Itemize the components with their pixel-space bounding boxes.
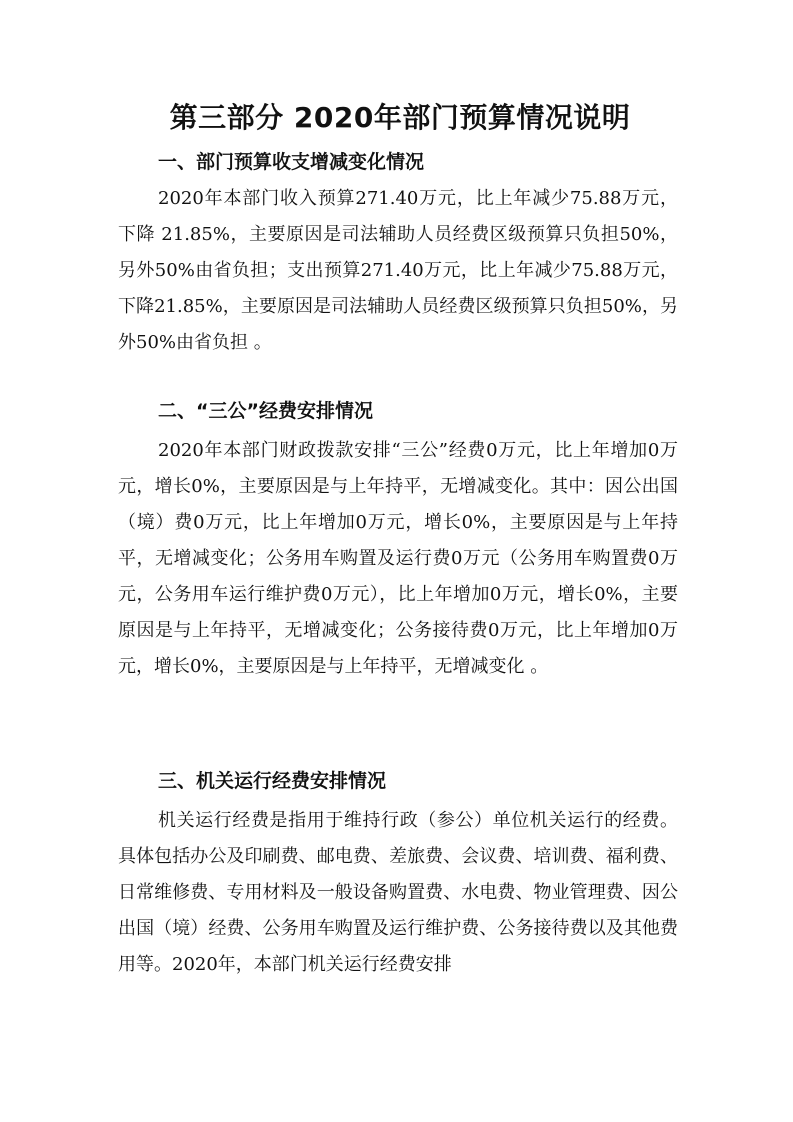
section-heading-1: 一、部门预算收支增减变化情况 bbox=[158, 151, 425, 173]
section-paragraph-2: 2020年本部门财政拨款安排“三公”经费0万元，比上年增加0万元，增长0%，主要原因是与上年持平，无增减变化。其中：因公出国（境）费0万元，比上年增加0万元，增长0%，主要原因是与上年持平，无增减变化；公务用车购置及运行费0万元（公务用车购置费0万元，公务用车运行维护费0万元），比上年增加0万元，增长0%，主要原因是与上年持平，无增减变化；公务接待费0万元，比上年增加0万元，增长0%，主要原因是与上年持平，无增减变化 。 bbox=[118, 440, 678, 677]
section-paragraph-1: 2020年本部门收入预算271.40万元，比上年减少75.88万元，下降 21.85%，主要原因是司法辅助人员经费区级预算只负担50%，另外50%由省负担；支出预算271.40万元，比上年减少75.88万元，下降21.85%，主要原因是司法辅助人员经费区级预算只负担50%，另外50%由省负担 。 bbox=[118, 188, 678, 353]
section-heading-2: 二、“三公”经费安排情况 bbox=[158, 400, 373, 422]
page-title: 第三部分 2020年部门预算情况说明 bbox=[169, 101, 631, 134]
section-heading-3: 三、机关运行经费安排情况 bbox=[158, 770, 387, 792]
section-paragraph-3: 机关运行经费是指用于维持行政（参公）单位机关运行的经费。具体包括办公及印刷费、邮电费、差旅费、会议费、培训费、福利费、日常维修费、专用材料及一般设备购置费、水电费、物业管理费、因公出国（境）经费、公务用车购置及运行维护费、公务接待费以及其他费用等。2020年，本部门机关运行经费安排 bbox=[118, 810, 678, 975]
